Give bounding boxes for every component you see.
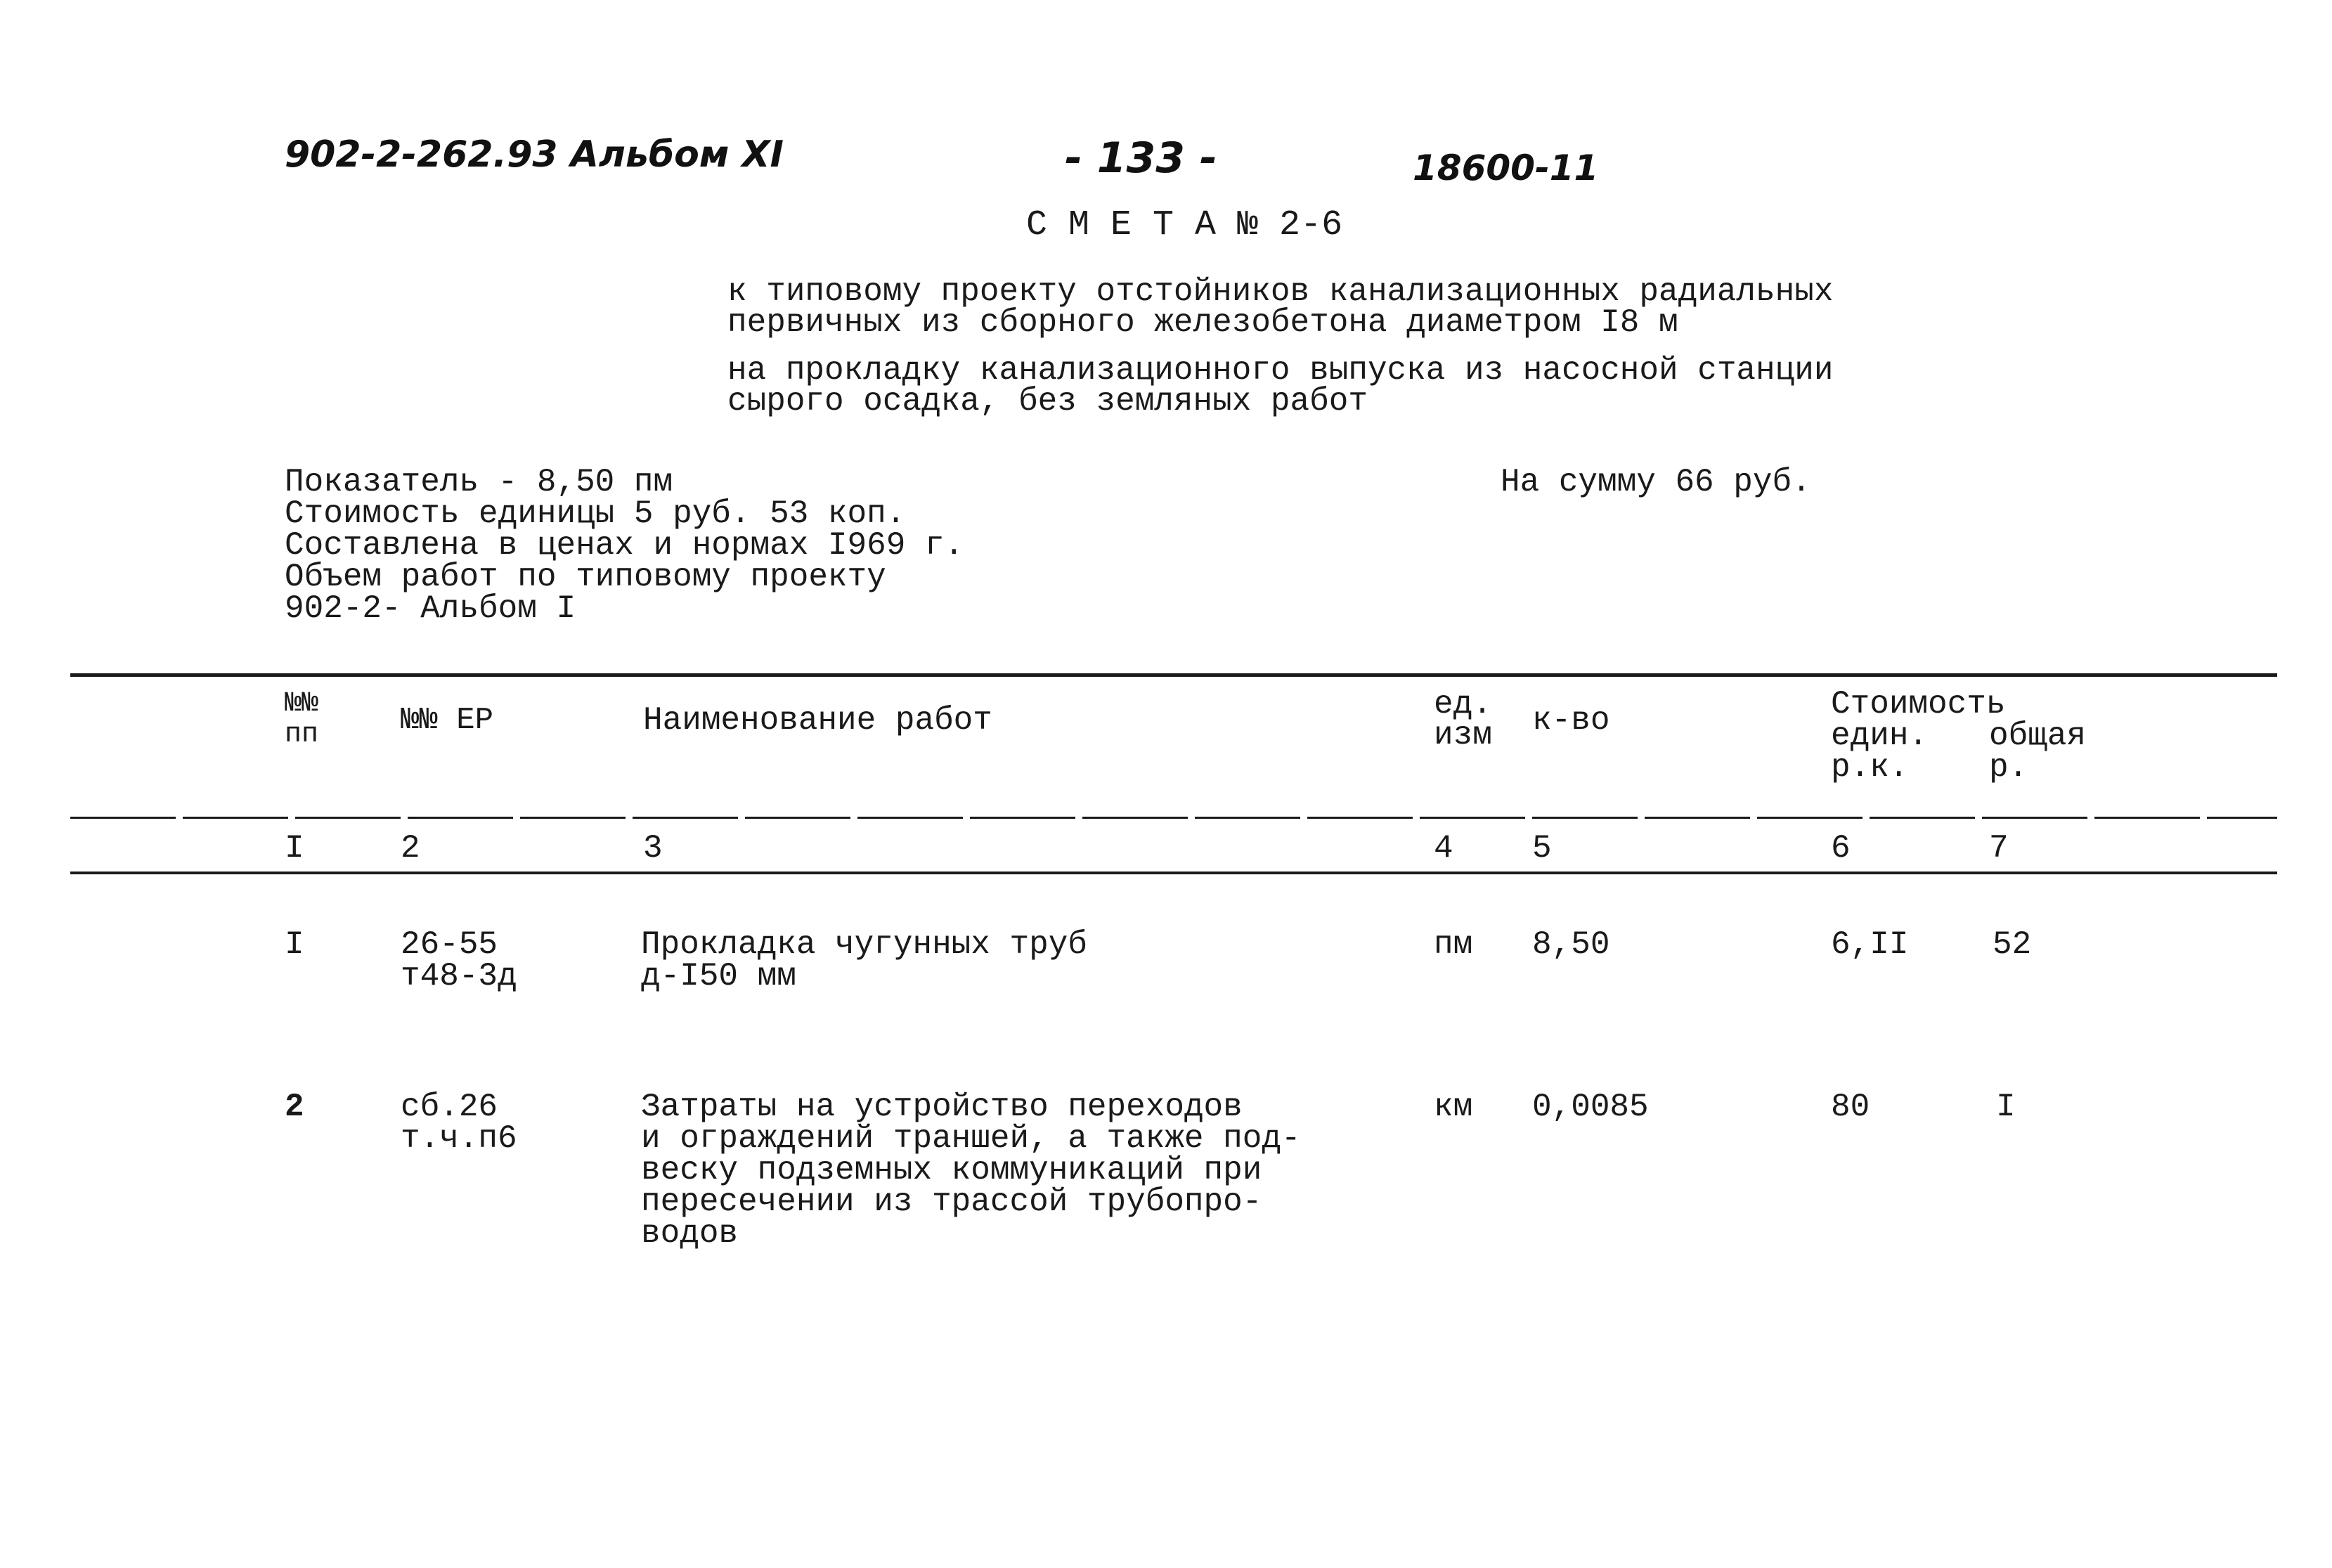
header-total-cost: общая р. [1989, 718, 2087, 786]
column-numbers-rule [70, 872, 2277, 874]
column-number: 7 [1989, 830, 2009, 867]
header-num: №№ пп [285, 688, 319, 751]
unit-cost-line: Стоимость единицы 5 руб. 53 коп. [285, 495, 906, 532]
column-number: I [285, 830, 304, 867]
row-unit-cost: 80 [1831, 1089, 1870, 1125]
header-qty: к-во [1532, 702, 1610, 739]
subtitle-line-4: сырого осадка, без земляных работ [727, 383, 1368, 420]
subtitle-line-1: к типовому проекту отстойников канализационных радиальных [727, 273, 1834, 310]
row-name: Прокладка чугунных труб д-I50 мм [641, 926, 1087, 994]
volume-line-2: 902-2- Альбом I [285, 590, 576, 627]
doc-code: 902-2-262.93 Альбом XI [285, 134, 784, 176]
subtitle-line-3: на прокладку канализационного выпуска из насосной станции [727, 352, 1834, 389]
volume-line-1: Объем работ по типовому проекту [285, 559, 886, 595]
column-number: 5 [1532, 830, 1552, 867]
header-separator-rule [70, 817, 2277, 819]
row-num: I [285, 926, 304, 963]
header-er: №№ ЕР [401, 703, 494, 738]
total-sum: На сумму 66 руб. [1501, 464, 1811, 500]
row-total-cost: 52 [1993, 926, 2032, 963]
indicator-line: Показатель - 8,50 пм [285, 464, 673, 500]
header-unit-cost: един. р.к. [1831, 718, 1929, 786]
table-top-rule [70, 673, 2277, 677]
row-unit-cost: 6,II [1831, 926, 1909, 963]
header-unit: ед. изм [1434, 686, 1492, 753]
row-unit: пм [1434, 926, 1473, 963]
column-number: 2 [401, 830, 420, 867]
header-cost-group: Стоимость [1831, 686, 2006, 723]
row-name: Затраты на устройство переходов и ограждений траншей, а также под- веску подземных коммуникаций при пересечении из трассой трубопро- водов [641, 1089, 1301, 1252]
subtitle-line-2: первичных из сборного железобетона диаметром I8 м [727, 304, 1678, 341]
row-er: сб.26 т.ч.п6 [401, 1089, 517, 1157]
column-number: 3 [643, 830, 663, 867]
page-number: - 133 - [1065, 134, 1217, 183]
row-qty: 8,50 [1532, 926, 1610, 963]
header-name: Наименование работ [643, 702, 992, 739]
row-num: 2 [285, 1089, 304, 1125]
row-qty: 0,0085 [1532, 1089, 1649, 1125]
prices-line: Составлена в ценах и нормах I969 г. [285, 527, 964, 564]
column-number: 4 [1434, 830, 1453, 867]
row-total-cost: I [1996, 1089, 2016, 1125]
document-title: С М Е Т А № 2-6 [1026, 205, 1343, 245]
row-unit: км [1434, 1089, 1473, 1125]
column-number: 6 [1831, 830, 1851, 867]
inventory-number: 18600-11 [1413, 148, 1599, 188]
row-er: 26-55 т48-3д [401, 926, 517, 994]
